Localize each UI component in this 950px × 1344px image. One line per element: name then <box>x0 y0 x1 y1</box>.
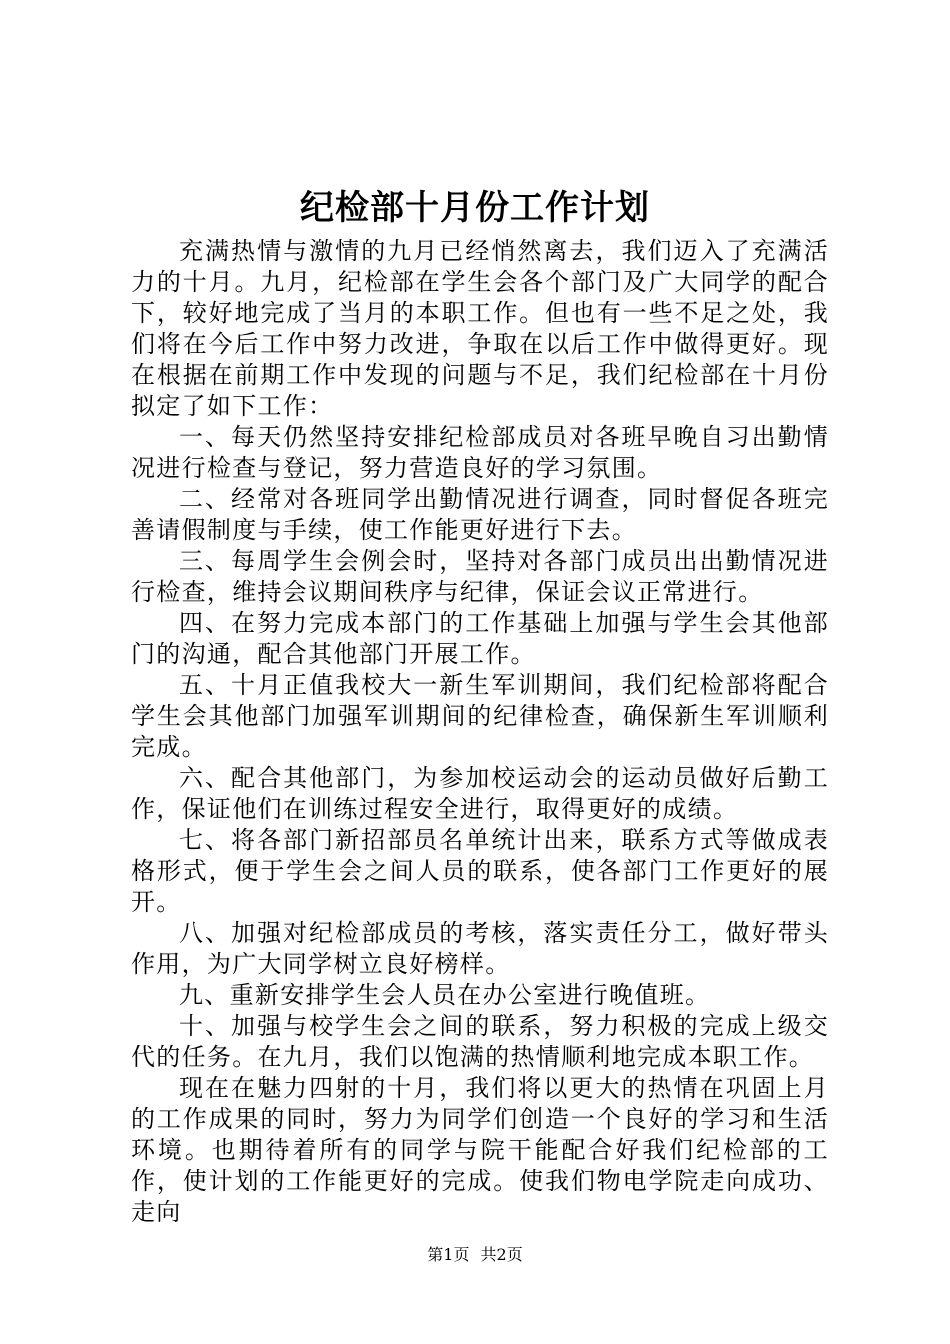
page-total: 共2页 <box>480 1245 523 1264</box>
paragraph-item-4: 四、在努力完成本部门的工作基础上加强与学生会其他部门的沟通，配合其他部门开展工作。 <box>131 609 829 668</box>
document-title: 纪检部十月份工作计划 <box>300 188 650 228</box>
page-footer <box>0 1244 950 1266</box>
paragraph-item-5: 五、十月正值我校大一新生军训期间，我们纪检部将配合学生会其他部门加强军训期间的纪律检查，确保新生军训顺利完成。 <box>131 671 829 761</box>
paragraph-item-9: 九、重新安排学生会人员在办公室进行晚值班。 <box>179 981 711 1009</box>
paragraph-item-1: 一、每天仍然坚持安排纪检部成员对各班早晚自习出勤情况进行检查与登记，努力营造良好的学习氛围。 <box>131 423 829 482</box>
page-number: 第1页 <box>427 1245 470 1264</box>
paragraph-item-7: 七、将各部门新招部员名单统计出来，联系方式等做成表格形式，便于学生会之间人员的联系，使各部门工作更好的展开。 <box>131 826 829 916</box>
paragraph-item-6: 六、配合其他部门，为参加校运动会的运动员做好后勤工作，保证他们在训练过程安全进行，取得更好的成绩。 <box>131 764 829 823</box>
paragraph-closing: 现在在魅力四射的十月，我们将以更大的热情在巩固上月的工作成果的同时，努力为同学们创造一个良好的学习和生活环境。也期待着所有的同学与院干能配合好我们纪检部的工作，使计划的工作能更好的完成。使我们物电学院走向成功、走向 <box>131 1074 829 1226</box>
paragraph-item-8: 八、加强对纪检部成员的考核，落实责任分工，做好带头作用，为广大同学树立良好榜样。 <box>131 919 829 978</box>
paragraph-item-10: 十、加强与校学生会之间的联系，努力积极的完成上级交代的任务。在九月，我们以饱满的热情顺利地完成本职工作。 <box>131 1012 829 1071</box>
document-body <box>131 236 829 1228</box>
paragraph-item-3: 三、每周学生会例会时，坚持对各部门成员出出勤情况进行检查，维持会议期间秩序与纪律，保证会议正常进行。 <box>131 547 829 606</box>
paragraph-intro: 充满热情与激情的九月已经悄然离去，我们迈入了充满活力的十月。九月，纪检部在学生会各个部门及广大同学的配合下，较好地完成了当月的本职工作。但也有一些不足之处，我们将在今后工作中努力改进，争取在以后工作中做得更好。现在根据在前期工作中发现的问题与不足，我们纪检部在十月份拟定了如下工作： <box>131 237 829 420</box>
paragraph-item-2: 二、经常对各班同学出勤情况进行调查，同时督促各班完善请假制度与手续，使工作能更好进行下去。 <box>131 485 829 544</box>
